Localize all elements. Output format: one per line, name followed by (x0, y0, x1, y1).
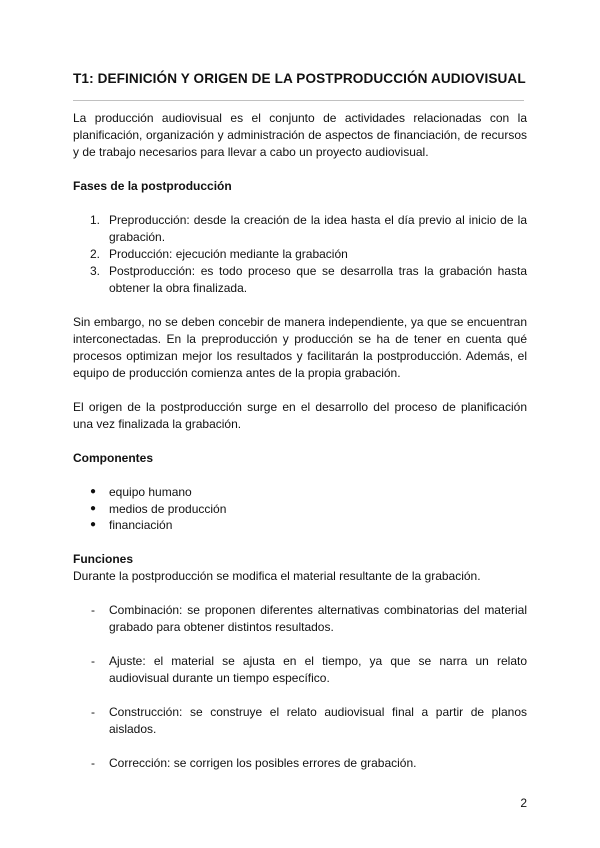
dash-marker: - (91, 704, 95, 719)
list-number: 1. (90, 213, 101, 227)
fases-list (73, 212, 527, 297)
funciones-intro: Durante la postproducción se modifica el material resultante de la grabación. (73, 568, 481, 583)
page-title: T1: DEFINICIÓN Y ORIGEN DE LA POSTPRODUCCIÓN AUDIOVISUAL (73, 71, 526, 86)
componentes-heading: Componentes (73, 451, 154, 465)
origen-paragraph: El origen de la postproducción surge en el desarrollo del proceso de planificación una vez finalizada la grabación. (73, 400, 527, 431)
funciones-heading: Funciones (73, 551, 134, 566)
list-number: 3. (90, 264, 101, 278)
fases-item-1 (73, 212, 527, 246)
fases-item-3 (73, 263, 527, 297)
list-item-text: Preproducción: desde la creación de la idea hasta el día previo al inicio de la grabación. (109, 213, 527, 244)
list-item-text: Ajuste: el material se ajusta en el tiempo, ya que se narra un relato audiovisual durante un tiempo específico. (109, 653, 527, 685)
list-item-text: medios de producción (109, 501, 227, 516)
document-page (73, 60, 527, 789)
fases-item-2 (73, 246, 527, 263)
funciones-item-1 (73, 602, 527, 636)
componentes-list (73, 484, 527, 534)
componentes-item-2 (73, 501, 527, 518)
list-item-text: Construcción: se construye el relato audiovisual final a partir de planos aislados. (109, 704, 527, 736)
fases-heading: Fases de la postproducción (73, 179, 232, 193)
list-number: 2. (90, 247, 101, 261)
dash-marker: - (91, 602, 95, 617)
page-number: 2 (520, 796, 527, 810)
bullet-icon: ● (90, 486, 97, 497)
list-item-text: Postproducción: es todo proceso que se desarrolla tras la grabación hasta obtener la obra finalizada. (109, 264, 527, 295)
list-item-text: Producción: ejecución mediante la grabación (109, 247, 348, 261)
bullet-icon: ● (90, 502, 97, 514)
intro-paragraph: La producción audiovisual es el conjunto de actividades relacionadas con la planificación, organización y administración de aspectos de financiación, de recursos y de trabajo necesarios para llevar a cabo un proyecto audiovisual. (73, 111, 527, 159)
dash-marker: - (91, 755, 95, 770)
list-item-text: equipo humano (109, 485, 192, 499)
funciones-item-3 (73, 704, 527, 738)
bullet-icon: ● (90, 519, 97, 530)
componentes-item-1 (73, 484, 527, 501)
list-item-text: financiación (109, 518, 173, 532)
funciones-item-4 (73, 755, 527, 772)
dash-marker: - (91, 653, 95, 668)
list-item-text: Corrección: se corrigen los posibles errores de grabación. (109, 755, 417, 770)
title-divider (73, 100, 524, 101)
funciones-list (73, 602, 527, 772)
funciones-item-2 (73, 653, 527, 687)
componentes-item-3 (73, 517, 527, 534)
list-item-text: Combinación: se proponen diferentes alternativas combinatorias del material grabado para obtener distintos resultados. (109, 602, 527, 634)
sin-embargo-paragraph: Sin embargo, no se deben concebir de manera independiente, ya que se encuentran interconectadas. En la preproducción y producción se ha de tener en cuenta qué procesos optimizan mejor los resultados y facilitarán la postproducción. Además, el equipo de producción comienza antes de la propia grabación. (73, 315, 527, 380)
